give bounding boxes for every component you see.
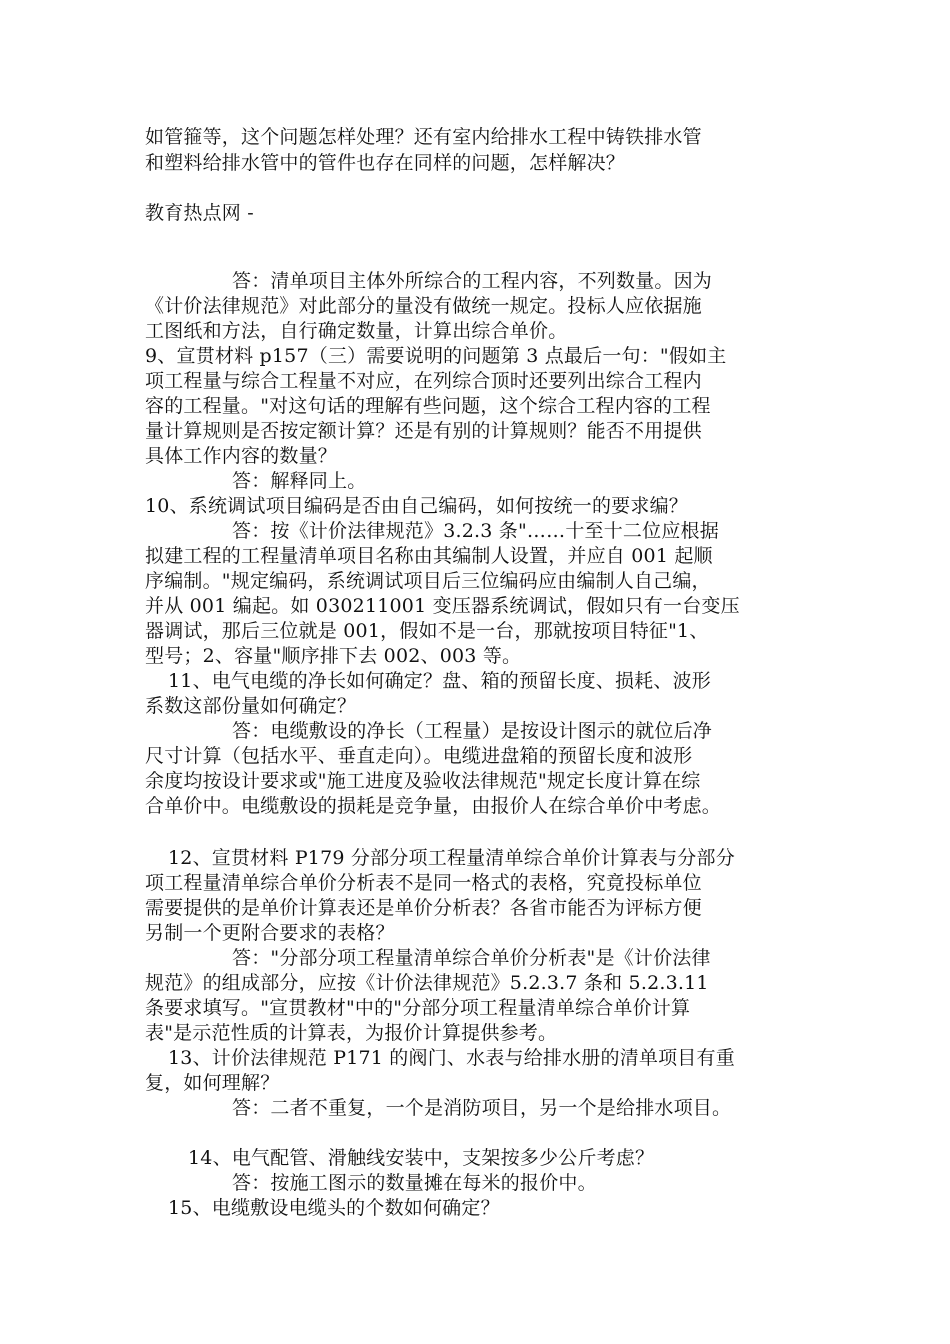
text-line: 容的工程量。"对这句话的理解有些问题，这个综合工程内容的工程	[145, 395, 711, 417]
text-line: 和塑料给排水管中的管件也存在同样的问题，怎样解决？	[145, 152, 626, 174]
text-line: 复，如何理解？	[145, 1072, 280, 1094]
text-line: 系数这部份量如何确定？	[145, 695, 357, 717]
answer-line: 答：清单项目主体外所综合的工程内容，不列数量。因为	[232, 270, 713, 292]
text-line: 工图纸和方法，自行确定数量，计算出综合单价。	[145, 320, 568, 342]
text-line: 器调试，那后三位就是 001，假如不是一台，那就按项目特征"1、	[145, 620, 709, 642]
text-line: 拟建工程的工程量清单项目名称由其编制人设置，并应自 001 起顺	[145, 545, 713, 567]
question-line: 12、宣贯材料 P179 分部分项工程量清单综合单价计算表与分部分	[168, 847, 735, 869]
answer-line: 答："分部分项工程量清单综合单价分析表"是《计价法律	[232, 947, 711, 969]
answer-line: 答：按施工图示的数量摊在每米的报价中。	[232, 1172, 597, 1194]
question-line: 13、计价法律规范 P171 的阀门、水表与给排水册的清单项目有重	[168, 1047, 735, 1069]
question-line: 15、电缆敷设电缆头的个数如何确定？	[168, 1197, 500, 1219]
text-line: 另制一个更附合要求的表格？	[145, 922, 395, 944]
answer-line: 答：按《计价法律规范》3.2.3 条"……十至十二位应根据	[232, 520, 719, 542]
text-line: 序编制。"规定编码，系统调试项目后三位编码应由编制人自己编，	[145, 570, 711, 592]
question-line: 10、系统调试项目编码是否由自己编码，如何按统一的要求编？	[145, 495, 688, 517]
text-line: 尺寸计算（包括水平、垂直走向）。电缆进盘箱的预留长度和波形	[145, 745, 693, 767]
text-line: 具体工作内容的数量？	[145, 445, 338, 467]
text-line: 合单价中。电缆敷设的损耗是竞争量，由报价人在综合单价中考虑。	[145, 795, 722, 817]
text-line: 表"是示范性质的计算表，为报价计算提供参考。	[145, 1022, 558, 1044]
text-line: 教育热点网 -	[145, 202, 254, 224]
question-line: 11、电气电缆的净长如何确定？盘、箱的预留长度、损耗、波形	[168, 670, 711, 692]
question-line: 9、宣贯材料 p157（三）需要说明的问题第 3 点最后一句："假如主	[145, 345, 727, 367]
text-line: 项工程量与综合工程量不对应，在列综合顶时还要列出综合工程内	[145, 370, 702, 392]
question-line: 14、电气配管、滑触线安装中，支架按多少公斤考虑？	[188, 1147, 655, 1169]
answer-line: 答：二者不重复，一个是消防项目，另一个是给排水项目。	[232, 1097, 732, 1119]
text-line: 并从 001 编起。如 030211001 变压器系统调试，假如只有一台变压	[145, 595, 740, 617]
text-line: 如管箍等，这个问题怎样处理？还有室内给排水工程中铸铁排水管	[145, 126, 702, 148]
answer-line: 答：电缆敷设的净长（工程量）是按设计图示的就位后净	[232, 720, 713, 742]
text-line: 规范》的组成部分，应按《计价法律规范》5.2.3.7 条和 5.2.3.11	[145, 972, 709, 994]
text-line: 需要提供的是单价计算表还是单价分析表？各省市能否为评标方便	[145, 897, 702, 919]
text-line: 条要求填写。"宣贯教材"中的"分部分项工程量清单综合单价计算	[145, 997, 691, 1019]
text-line: 量计算规则是否按定额计算？还是有别的计算规则？能否不用提供	[145, 420, 702, 442]
text-line: 项工程量清单综合单价分析表不是同一格式的表格，究竟投标单位	[145, 872, 702, 894]
text-line: 《计价法律规范》对此部分的量没有做统一规定。投标人应依据施	[145, 295, 702, 317]
text-line: 型号；2、容量"顺序排下去 002、003 等。	[145, 645, 522, 667]
text-line: 余度均按设计要求或"施工进度及验收法律规范"规定长度计算在综	[145, 770, 701, 792]
answer-line: 答：解释同上。	[232, 470, 367, 492]
